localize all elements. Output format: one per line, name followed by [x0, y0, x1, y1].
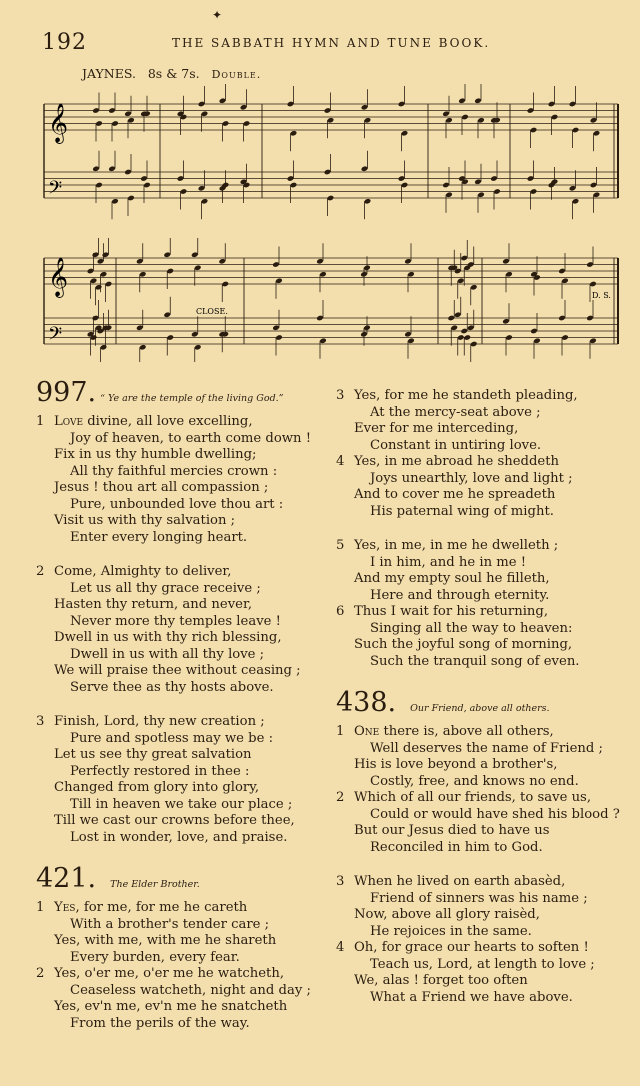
verse-text: Friend of sinners was his name ;	[370, 890, 588, 906]
treble-clef-icon: 𝄞	[48, 103, 69, 143]
music-system-1	[40, 84, 620, 224]
verse-text: Which of all our friends, to save us,	[354, 790, 592, 805]
tune-heading	[82, 66, 261, 81]
hymn-number: 438.	[336, 687, 397, 718]
verse-text: Oh, for grace our hearts to soften !	[354, 940, 589, 955]
verse-text: Hasten thy return, and never,	[54, 597, 253, 612]
verse-text: Love divine, all love excelling,	[54, 414, 253, 429]
verse-line	[36, 564, 326, 581]
verse-text: Singing all the way to heaven:	[370, 620, 573, 636]
verse-text: Enter every longing heart.	[70, 529, 248, 545]
verse-text: Now, above all glory raisèd,	[354, 907, 540, 922]
verse-number: 2	[36, 564, 45, 579]
verse-line	[36, 480, 326, 497]
stanza	[336, 388, 626, 520]
verse-number: 1	[36, 900, 45, 915]
verse-line	[336, 555, 626, 572]
hymn-subtitle: Our Friend, above all others.	[410, 703, 550, 714]
verse-text: Joy of heaven, to earth come down !	[70, 430, 312, 446]
verse-text: Ceaseless watcheth, night and day ;	[70, 982, 311, 998]
verse-number: 3	[336, 874, 345, 889]
verse-line	[336, 637, 626, 654]
verse-text: Fix in us thy humble dwelling;	[54, 447, 257, 462]
hymn-997	[36, 378, 326, 846]
stanza	[336, 538, 626, 670]
verse-text: Pure, unbounded love thou art :	[70, 496, 284, 512]
verse-line	[36, 983, 326, 1000]
verse-text: Here and through eternity.	[370, 587, 550, 603]
verse-text: What a Friend we have above.	[370, 989, 573, 1005]
page-number: 192	[42, 30, 87, 55]
verse-number: 6	[336, 604, 345, 619]
verse-text: He rejoices in the same.	[370, 923, 532, 939]
verse-text: Finish, Lord, thy new creation ;	[54, 714, 265, 729]
left-column	[36, 378, 326, 1050]
verse-line	[36, 933, 326, 950]
stanza	[36, 414, 326, 546]
verse-line	[336, 654, 626, 671]
verse-line	[336, 588, 626, 605]
verse-line	[336, 807, 626, 824]
verse-text: Changed from glory into glory,	[54, 780, 260, 795]
verse-line	[336, 924, 626, 941]
verse-number: 5	[336, 538, 345, 553]
verse-line	[336, 790, 626, 807]
verse-text: Let us all thy grace receive ;	[70, 580, 261, 596]
verse-line	[336, 874, 626, 891]
hymn-421	[36, 864, 326, 1032]
verse-text: Yes, for me, for me he careth	[54, 900, 248, 915]
verse-line	[36, 830, 326, 847]
verse-line	[336, 504, 626, 521]
verse-text: Visit us with thy salvation ;	[54, 513, 236, 528]
music-system-2	[40, 238, 620, 362]
verse-text: Serve thee as thy hosts above.	[70, 679, 274, 695]
verse-text: Constant in untiring love.	[370, 437, 542, 453]
verse-text: We will praise thee without ceasing ;	[54, 663, 301, 678]
verse-line	[36, 780, 326, 797]
verse-line	[36, 431, 326, 448]
verse-text: Jesus ! thou art all compassion ;	[54, 480, 269, 495]
right-column	[336, 378, 626, 1024]
verse-line	[336, 940, 626, 957]
verse-line	[336, 957, 626, 974]
running-title: THE SABBATH HYMN AND TUNE BOOK.	[172, 36, 491, 50]
verse-text: Such the joyful song of morning,	[354, 637, 573, 652]
verse-text: Let us see thy great salvation	[54, 747, 252, 762]
verse-number: 3	[336, 388, 345, 403]
stanza	[336, 724, 626, 856]
verse-text: Reconciled in him to God.	[370, 839, 543, 855]
verse-line	[36, 900, 326, 917]
verse-text: And to cover me he spreadeth	[354, 487, 556, 502]
verse-line	[36, 747, 326, 764]
verse-text: Come, Almighty to deliver,	[54, 564, 232, 579]
verse-line	[36, 680, 326, 697]
verse-text: Yes, for me he standeth pleading,	[354, 388, 578, 403]
verse-line	[36, 630, 326, 647]
verse-text: At the mercy-seat above ;	[370, 404, 541, 420]
verse-line	[36, 663, 326, 680]
verse-line	[336, 538, 626, 555]
verse-line	[336, 454, 626, 471]
close-marking: CLOSE.	[196, 307, 228, 316]
verse-line	[336, 990, 626, 1007]
verse-number: 3	[36, 714, 45, 729]
verse-text: Well deserves the name of Friend ;	[370, 740, 603, 756]
hymn-number: 997.	[36, 377, 97, 408]
verse-line	[336, 757, 626, 774]
verse-line	[336, 741, 626, 758]
verse-text: Till in heaven we take our place ;	[70, 796, 293, 812]
tune-meter: 8s & 7s.	[147, 66, 200, 81]
verse-text: Yes, ev'n me, ev'n me he snatcheth	[54, 999, 288, 1014]
music-staff-system	[40, 84, 620, 224]
hymn-438	[336, 688, 626, 1006]
verse-line	[336, 604, 626, 621]
verse-text: Every burden, every fear.	[70, 949, 240, 965]
verse-number: 1	[36, 414, 45, 429]
verse-line	[336, 421, 626, 438]
verse-line	[36, 464, 326, 481]
verse-line	[36, 414, 326, 431]
verse-line	[36, 581, 326, 598]
hymn-subtitle: The Elder Brother.	[110, 879, 200, 890]
verse-line	[36, 497, 326, 514]
verse-line	[336, 840, 626, 857]
verse-text: Yes, in me abroad he sheddeth	[354, 454, 559, 469]
verse-line	[36, 917, 326, 934]
verse-number: 2	[36, 966, 45, 981]
stanza	[336, 874, 626, 1006]
verse-text: Could or would have shed his blood ?	[370, 806, 620, 822]
verse-line	[336, 388, 626, 405]
verse-text: Teach us, Lord, at length to love ;	[370, 956, 595, 972]
treble-clef-icon: 𝄞	[48, 257, 69, 297]
verse-text: With a brother's tender care ;	[70, 916, 270, 932]
verse-line	[36, 614, 326, 631]
bass-clef-icon: 𝄢	[48, 324, 63, 349]
verse-line	[336, 438, 626, 455]
verse-line	[336, 891, 626, 908]
verse-text: Pure and spotless may we be :	[70, 730, 274, 746]
verse-text: Yes, in me, in me he dwelleth ;	[354, 538, 559, 553]
verse-text: His paternal wing of might.	[370, 503, 554, 519]
verse-text: Costly, free, and knows no end.	[370, 773, 579, 789]
verse-line	[36, 731, 326, 748]
verse-text: And my empty soul he filleth,	[354, 571, 550, 586]
verse-text: Yes, o'er me, o'er me he watcheth,	[54, 966, 285, 981]
verse-text: When he lived on earth abasèd,	[354, 874, 566, 889]
verse-line	[36, 950, 326, 967]
verse-line	[336, 621, 626, 638]
verse-line	[36, 647, 326, 664]
ds-marking: D. S.	[592, 291, 611, 300]
verse-text: Joys unearthly, love and light ;	[370, 470, 573, 486]
verse-text: Such the tranquil song of even.	[370, 653, 580, 669]
verse-line	[36, 447, 326, 464]
verse-line	[36, 797, 326, 814]
verse-text: Till we cast our crowns before thee,	[54, 813, 295, 828]
hymn-heading	[36, 864, 326, 894]
verse-line	[36, 530, 326, 547]
verse-line	[336, 571, 626, 588]
hymn-subtitle: “ Ye are the temple of the living God.”	[100, 393, 284, 404]
verse-text: From the perils of the way.	[70, 1015, 250, 1031]
stanza	[36, 900, 326, 1032]
stanza	[36, 564, 326, 696]
verse-text: But our Jesus died to have us	[354, 823, 550, 838]
verse-line	[336, 487, 626, 504]
verse-text: One there is, above all others,	[354, 724, 554, 739]
tune-style: Double.	[211, 68, 262, 81]
verse-text: All thy faithful mercies crown :	[70, 463, 278, 479]
verse-line	[336, 907, 626, 924]
hymn-heading	[336, 688, 626, 718]
music-staff-system	[40, 238, 620, 362]
verse-line	[36, 513, 326, 530]
verse-line	[336, 405, 626, 422]
stanza	[36, 714, 326, 846]
verse-line	[336, 823, 626, 840]
verse-line	[36, 764, 326, 781]
verse-number: 4	[336, 454, 345, 469]
hymn-421-continued	[336, 388, 626, 670]
verse-line	[336, 774, 626, 791]
verse-line	[336, 724, 626, 741]
verse-line	[36, 597, 326, 614]
verse-number: 1	[336, 724, 345, 739]
hymn-heading	[36, 378, 326, 408]
verse-number: 4	[336, 940, 345, 955]
verse-text: I in him, and he in me !	[370, 554, 527, 570]
ornament-icon: ✦	[212, 8, 223, 22]
verse-line	[36, 813, 326, 830]
verse-text: Lost in wonder, love, and praise.	[70, 829, 288, 845]
verse-text: His is love beyond a brother's,	[354, 757, 558, 772]
verse-text: Yes, with me, with me he shareth	[54, 933, 277, 948]
verse-text: Never more thy temples leave !	[70, 613, 281, 629]
verse-text: Thus I wait for his returning,	[354, 604, 549, 619]
verse-line	[336, 973, 626, 990]
verse-text: Perfectly restored in thee :	[70, 763, 250, 779]
verse-number: 2	[336, 790, 345, 805]
bass-clef-icon: 𝄢	[48, 178, 63, 203]
verse-line	[36, 714, 326, 731]
verse-line	[36, 966, 326, 983]
tune-name: JAYNES.	[82, 66, 136, 81]
verse-text: We, alas ! forget too often	[354, 973, 528, 988]
verse-line	[36, 1016, 326, 1033]
verse-line	[336, 471, 626, 488]
verse-text: Ever for me interceding,	[354, 421, 519, 436]
verse-line	[36, 999, 326, 1016]
verse-text: Dwell in us with all thy love ;	[70, 646, 265, 662]
hymn-number: 421.	[36, 863, 97, 894]
verse-text: Dwell in us with thy rich blessing,	[54, 630, 282, 645]
